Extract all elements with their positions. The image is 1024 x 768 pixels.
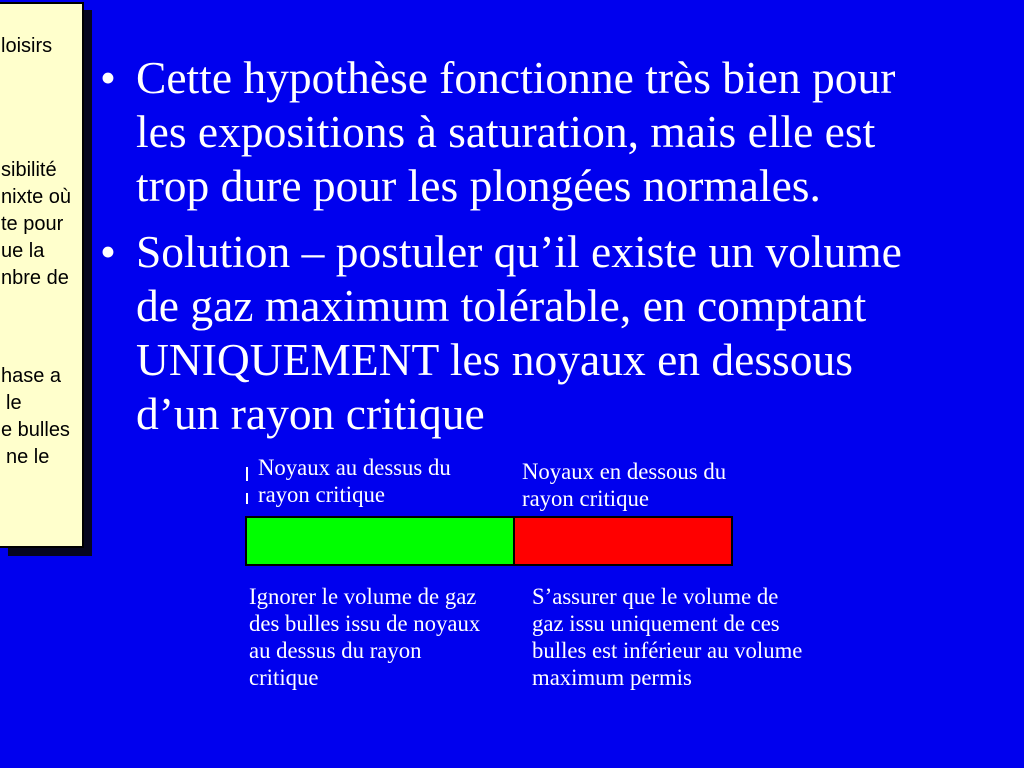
comment-note (0, 2, 84, 548)
comment-note-line: le (6, 392, 22, 414)
bullet-text-line: les expositions à saturation, mais elle est (136, 106, 876, 157)
label-line: rayon critique (258, 482, 385, 507)
bullet-item (100, 51, 980, 213)
comment-note-line: te pour (1, 213, 64, 235)
label-above-critical-radius (258, 454, 451, 508)
caption-line: des bulles issu de noyaux (249, 611, 481, 636)
bullet-list (100, 51, 980, 441)
critical-radius-diagram (240, 450, 810, 700)
caption-ensure-volume (532, 583, 802, 691)
caption-line: critique (249, 665, 319, 690)
text-box-edge-mark (246, 493, 248, 504)
bullet-item (100, 225, 980, 441)
label-line: Noyaux en dessous du (522, 459, 727, 484)
label-line: Noyaux au dessus du (258, 455, 451, 480)
red-bar-below-critical (513, 516, 733, 566)
caption-line: gaz issu uniquement de ces (532, 611, 780, 636)
comment-note-line: ne le (6, 446, 50, 468)
comment-note-line: e bulles (1, 419, 70, 441)
comment-note-line: loisirs (1, 35, 53, 57)
comment-note-line: ue la (1, 240, 45, 262)
caption-line: S’assurer que le volume de (532, 584, 779, 609)
bullet-text-line: Solution – postuler qu’il existe un volume (136, 226, 902, 277)
caption-line: maximum permis (532, 665, 692, 690)
caption-ignore-volume (249, 583, 480, 691)
comment-note-line: sibilité (1, 159, 57, 181)
caption-line: bulles est inférieur au volume (532, 638, 803, 663)
bullet-text-line: de gaz maximum tolérable, en comptant (136, 280, 867, 331)
bullet-text-line: d’un rayon critique (136, 388, 485, 439)
caption-line: au dessus du rayon (249, 638, 422, 663)
comment-note-line: nixte où (1, 186, 72, 208)
bullet-glyph: • (100, 226, 116, 277)
comment-note-line: nbre de (1, 267, 69, 289)
comment-note-line: hase a (1, 365, 62, 387)
text-box-edge-mark (246, 467, 248, 481)
bullet-glyph: • (100, 52, 116, 103)
bullet-text-line: UNIQUEMENT les noyaux en dessous (136, 334, 853, 385)
green-bar-above-critical (245, 516, 515, 566)
caption-line: Ignorer le volume de gaz (249, 584, 477, 609)
bullet-text-line: Cette hypothèse fonctionne très bien pour (136, 52, 896, 103)
label-below-critical-radius (522, 458, 726, 512)
label-line: rayon critique (522, 486, 649, 511)
bullet-text-line: trop dure pour les plongées normales. (136, 160, 821, 211)
